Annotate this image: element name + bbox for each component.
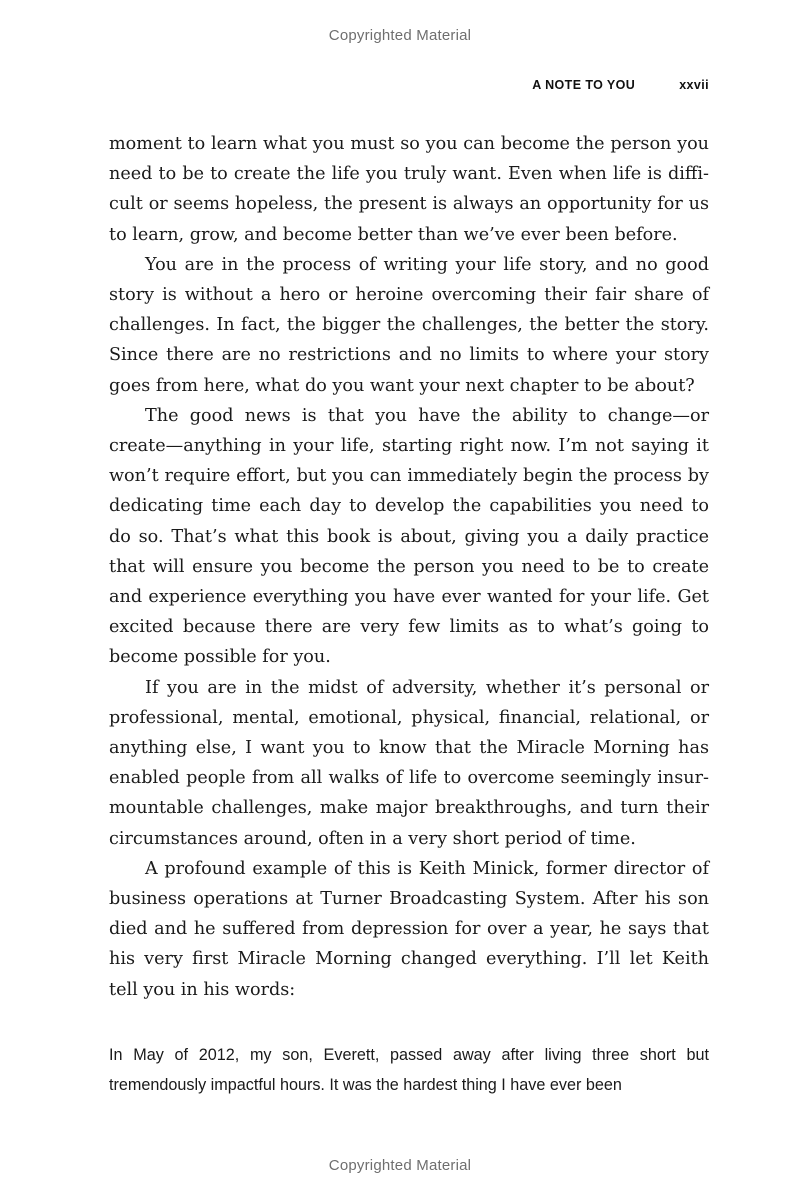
paragraph: A profound example of this is Keith Minick, former director of business operations at Turner Broadcasting System. After his son died and he suffered from depression for over a year, he says that his very first Miracle Morning changed everything. I’ll let Keith tell you in his words:: [109, 858, 709, 1000]
paragraph: moment to learn what you must so you can become the person you need to be to create the life you truly want. Even when life is difficult or seems hopeless, the present is always an opportunity for us to learn, grow, and become better than we’ve ever been before.: [109, 134, 709, 245]
page-number: xxvii: [679, 78, 709, 92]
paragraph: If you are in the midst of adversity, whether it’s personal or professional, mental, emotional, physical, financial, relational, or anything else, I want you to know that the Miracle Morning has enabled people from all walks of life to overcome seemingly insurmountable challenges, make major breakthroughs, and turn their circumstances around, often in a very short period of time.: [109, 677, 709, 849]
body-text: [109, 129, 709, 1005]
paragraph: You are in the process of writing your life story, and no good story is without a hero or heroine overcoming their fair share of challenges. In fact, the bigger the challenges, the better the story. Since there are no restrictions and no limits to where your story goes from here, what do you want your next chapter to be about?: [109, 254, 709, 396]
block-quote: [109, 1040, 709, 1100]
chapter-title: A NOTE TO YOU: [532, 78, 636, 92]
quote-paragraph: In May of 2012, my son, Everett, passed away after living three short but tremendously impactful hours. It was the hardest thing I have ever been: [109, 1046, 709, 1094]
copyright-watermark-top: Copyrighted Material: [328, 27, 472, 44]
paragraph: The good news is that you have the ability to change—or create—anything in your life, starting right now. I’m not saying it won’t require effort, but you can immediately begin the process by dedicating time each day to develop the capabilities you need to do so. That’s what this book is about, giving you a daily practice that will ensure you become the person you need to be to create and experience everything you have ever wanted for your life. Get excited because there are very few limits as to what’s going to become possible for you.: [109, 405, 709, 668]
copyright-watermark-bottom: Copyrighted Material: [328, 1157, 472, 1174]
running-head: [532, 78, 709, 92]
